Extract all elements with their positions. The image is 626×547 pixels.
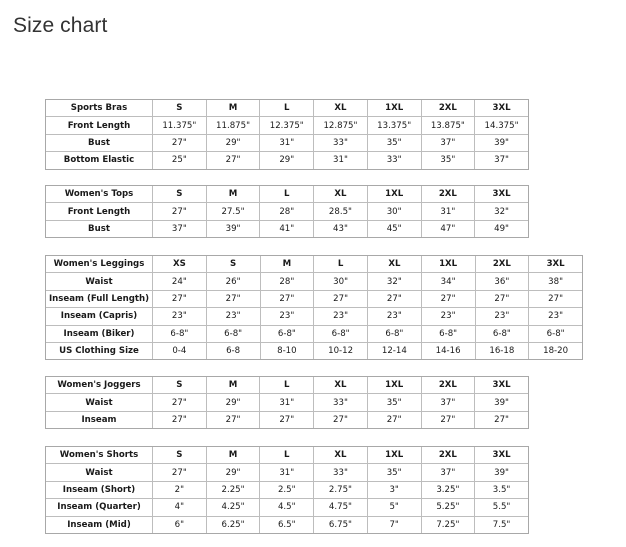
size-header-cell: 2XL <box>421 447 475 464</box>
measurement-value-cell: 38" <box>529 273 583 290</box>
size-header-cell: 2XL <box>421 100 475 117</box>
size-header-cell: 3XL <box>475 447 529 464</box>
size-header-cell: 2XL <box>421 186 475 203</box>
measurement-value-cell: 27" <box>153 134 207 151</box>
size-header-cell: XL <box>314 447 368 464</box>
measurement-value-cell: 7.5" <box>475 516 529 533</box>
measurement-value-cell: 4.75" <box>314 499 368 516</box>
measurement-value-cell: 2" <box>153 481 207 498</box>
table-header-row <box>46 186 529 203</box>
table-row <box>46 152 529 169</box>
measurement-value-cell: 23" <box>421 308 475 325</box>
measurement-value-cell: 6.25" <box>206 516 260 533</box>
size-header-cell: XL <box>314 100 368 117</box>
measurement-value-cell: 31" <box>314 152 368 169</box>
measurement-value-cell: 23" <box>260 308 314 325</box>
table-row <box>46 325 583 342</box>
measurement-value-cell: 35" <box>367 394 421 411</box>
measurement-value-cell: 11.875" <box>206 117 260 134</box>
table-title-cell: Women's Shorts <box>46 447 153 464</box>
measurement-value-cell: 27" <box>314 411 368 428</box>
measurement-label-cell: Front Length <box>46 203 153 220</box>
size-header-cell: M <box>206 100 260 117</box>
size-header-cell: M <box>260 256 314 273</box>
table-row <box>46 516 529 533</box>
measurement-value-cell: 41" <box>260 220 314 237</box>
measurement-value-cell: 39" <box>475 464 529 481</box>
womens-leggings-table <box>45 255 583 360</box>
size-header-cell: L <box>260 377 314 394</box>
measurement-value-cell: 12.875" <box>314 117 368 134</box>
measurement-value-cell: 13.875" <box>421 117 475 134</box>
size-header-cell: XS <box>153 256 207 273</box>
measurement-value-cell: 47" <box>421 220 475 237</box>
measurement-value-cell: 27" <box>421 290 475 307</box>
measurement-value-cell: 39" <box>475 394 529 411</box>
table-header-row <box>46 447 529 464</box>
table-row <box>46 411 529 428</box>
table-row <box>46 134 529 151</box>
size-header-cell: 1XL <box>367 100 421 117</box>
size-header-cell: XL <box>314 377 368 394</box>
size-header-cell: 1XL <box>421 256 475 273</box>
measurement-value-cell: 6-8 <box>206 342 260 359</box>
size-header-cell: XL <box>368 256 422 273</box>
table-row <box>46 220 529 237</box>
measurement-value-cell: 35" <box>367 464 421 481</box>
size-header-cell: M <box>206 186 260 203</box>
size-header-cell: S <box>206 256 260 273</box>
measurement-value-cell: 6-8" <box>153 325 207 342</box>
measurement-value-cell: 37" <box>421 464 475 481</box>
size-header-cell: 1XL <box>367 377 421 394</box>
measurement-value-cell: 29" <box>206 464 260 481</box>
table-row <box>46 394 529 411</box>
measurement-value-cell: 27" <box>260 411 314 428</box>
measurement-value-cell: 29" <box>260 152 314 169</box>
measurement-value-cell: 29" <box>206 134 260 151</box>
size-header-cell: 1XL <box>367 447 421 464</box>
measurement-label-cell: Bust <box>46 134 153 151</box>
size-header-cell: S <box>153 447 207 464</box>
measurement-value-cell: 24" <box>153 273 207 290</box>
size-header-cell: 3XL <box>475 100 529 117</box>
measurement-value-cell: 27" <box>206 290 260 307</box>
measurement-value-cell: 3" <box>367 481 421 498</box>
measurement-label-cell: Waist <box>46 394 153 411</box>
measurement-value-cell: 2.75" <box>314 481 368 498</box>
sports-bras-table <box>45 99 529 170</box>
measurement-label-cell: Bust <box>46 220 153 237</box>
measurement-value-cell: 23" <box>529 308 583 325</box>
measurement-value-cell: 2.25" <box>206 481 260 498</box>
measurement-label-cell: Waist <box>46 464 153 481</box>
measurement-value-cell: 18-20 <box>529 342 583 359</box>
measurement-value-cell: 35" <box>421 152 475 169</box>
table-row <box>46 290 583 307</box>
measurement-value-cell: 12-14 <box>368 342 422 359</box>
measurement-value-cell: 3.25" <box>421 481 475 498</box>
measurement-label-cell: Inseam (Short) <box>46 481 153 498</box>
size-header-cell: L <box>314 256 368 273</box>
measurement-value-cell: 14.375" <box>475 117 529 134</box>
measurement-value-cell: 6-8" <box>206 325 260 342</box>
size-header-cell: 2XL <box>421 377 475 394</box>
measurement-label-cell: Front Length <box>46 117 153 134</box>
table-row <box>46 342 583 359</box>
measurement-value-cell: 6-8" <box>529 325 583 342</box>
measurement-value-cell: 30" <box>314 273 368 290</box>
measurement-value-cell: 30" <box>367 203 421 220</box>
measurement-label-cell: Inseam (Quarter) <box>46 499 153 516</box>
measurement-value-cell: 23" <box>153 308 207 325</box>
size-header-cell: 1XL <box>367 186 421 203</box>
measurement-value-cell: 27" <box>475 411 529 428</box>
measurement-value-cell: 27" <box>153 290 207 307</box>
measurement-value-cell: 6" <box>153 516 207 533</box>
size-header-cell: L <box>260 100 314 117</box>
table-header-row <box>46 100 529 117</box>
measurement-value-cell: 23" <box>475 308 529 325</box>
page-title: Size chart <box>13 14 108 37</box>
size-header-cell: 3XL <box>475 186 529 203</box>
size-header-cell: S <box>153 186 207 203</box>
measurement-value-cell: 4" <box>153 499 207 516</box>
table-title-cell: Women's Tops <box>46 186 153 203</box>
womens-joggers-table <box>45 376 529 429</box>
measurement-value-cell: 4.5" <box>260 499 314 516</box>
measurement-value-cell: 23" <box>206 308 260 325</box>
measurement-value-cell: 27" <box>153 203 207 220</box>
measurement-value-cell: 6.5" <box>260 516 314 533</box>
measurement-value-cell: 27" <box>368 290 422 307</box>
measurement-value-cell: 37" <box>153 220 207 237</box>
measurement-value-cell: 27" <box>153 464 207 481</box>
table-title-cell: Sports Bras <box>46 100 153 117</box>
measurement-label-cell: Inseam (Mid) <box>46 516 153 533</box>
size-header-cell: M <box>206 447 260 464</box>
measurement-value-cell: 28" <box>260 203 314 220</box>
measurement-value-cell: 14-16 <box>421 342 475 359</box>
measurement-value-cell: 28.5" <box>314 203 368 220</box>
measurement-value-cell: 5.5" <box>475 499 529 516</box>
measurement-label-cell: Inseam (Capris) <box>46 308 153 325</box>
measurement-value-cell: 13.375" <box>367 117 421 134</box>
measurement-value-cell: 39" <box>475 134 529 151</box>
measurement-label-cell: Inseam <box>46 411 153 428</box>
measurement-value-cell: 45" <box>367 220 421 237</box>
measurement-value-cell: 27" <box>153 394 207 411</box>
measurement-value-cell: 27" <box>475 290 529 307</box>
measurement-value-cell: 27" <box>367 411 421 428</box>
measurement-value-cell: 37" <box>475 152 529 169</box>
measurement-value-cell: 33" <box>314 134 368 151</box>
measurement-value-cell: 10-12 <box>314 342 368 359</box>
size-header-cell: L <box>260 447 314 464</box>
measurement-value-cell: 37" <box>421 394 475 411</box>
measurement-value-cell: 6-8" <box>260 325 314 342</box>
measurement-value-cell: 25" <box>153 152 207 169</box>
measurement-value-cell: 39" <box>206 220 260 237</box>
table-row <box>46 203 529 220</box>
measurement-value-cell: 31" <box>260 464 314 481</box>
measurement-value-cell: 6-8" <box>368 325 422 342</box>
measurement-value-cell: 27" <box>314 290 368 307</box>
table-row <box>46 499 529 516</box>
size-header-cell: S <box>153 377 207 394</box>
measurement-value-cell: 49" <box>475 220 529 237</box>
size-header-cell: S <box>153 100 207 117</box>
measurement-value-cell: 31" <box>260 394 314 411</box>
measurement-value-cell: 8-10 <box>260 342 314 359</box>
measurement-value-cell: 6-8" <box>314 325 368 342</box>
measurement-value-cell: 27" <box>153 411 207 428</box>
measurement-value-cell: 27.5" <box>206 203 260 220</box>
measurement-value-cell: 6-8" <box>421 325 475 342</box>
measurement-value-cell: 35" <box>367 134 421 151</box>
measurement-label-cell: Inseam (Full Length) <box>46 290 153 307</box>
measurement-label-cell: Bottom Elastic <box>46 152 153 169</box>
measurement-value-cell: 6.75" <box>314 516 368 533</box>
measurement-value-cell: 31" <box>421 203 475 220</box>
measurement-value-cell: 32" <box>368 273 422 290</box>
measurement-value-cell: 32" <box>475 203 529 220</box>
table-row <box>46 273 583 290</box>
measurement-value-cell: 5.25" <box>421 499 475 516</box>
table-row <box>46 464 529 481</box>
measurement-value-cell: 6-8" <box>475 325 529 342</box>
measurement-value-cell: 2.5" <box>260 481 314 498</box>
measurement-value-cell: 0-4 <box>153 342 207 359</box>
table-row <box>46 308 583 325</box>
table-header-row <box>46 256 583 273</box>
measurement-label-cell: US Clothing Size <box>46 342 153 359</box>
measurement-value-cell: 23" <box>314 308 368 325</box>
table-title-cell: Women's Leggings <box>46 256 153 273</box>
measurement-label-cell: Inseam (Biker) <box>46 325 153 342</box>
measurement-value-cell: 11.375" <box>153 117 207 134</box>
measurement-value-cell: 33" <box>367 152 421 169</box>
measurement-value-cell: 27" <box>421 411 475 428</box>
size-header-cell: 3XL <box>475 377 529 394</box>
size-header-cell: XL <box>314 186 368 203</box>
womens-tops-table <box>45 185 529 238</box>
measurement-value-cell: 37" <box>421 134 475 151</box>
table-title-cell: Women's Joggers <box>46 377 153 394</box>
measurement-value-cell: 7.25" <box>421 516 475 533</box>
table-row <box>46 117 529 134</box>
table-row <box>46 481 529 498</box>
measurement-value-cell: 43" <box>314 220 368 237</box>
size-header-cell: 2XL <box>475 256 529 273</box>
measurement-value-cell: 36" <box>475 273 529 290</box>
size-header-cell: M <box>206 377 260 394</box>
measurement-value-cell: 5" <box>367 499 421 516</box>
measurement-label-cell: Waist <box>46 273 153 290</box>
measurement-value-cell: 23" <box>368 308 422 325</box>
measurement-value-cell: 4.25" <box>206 499 260 516</box>
measurement-value-cell: 12.375" <box>260 117 314 134</box>
size-header-cell: 3XL <box>529 256 583 273</box>
measurement-value-cell: 7" <box>367 516 421 533</box>
measurement-value-cell: 34" <box>421 273 475 290</box>
measurement-value-cell: 26" <box>206 273 260 290</box>
table-header-row <box>46 377 529 394</box>
measurement-value-cell: 16-18 <box>475 342 529 359</box>
measurement-value-cell: 27" <box>260 290 314 307</box>
measurement-value-cell: 31" <box>260 134 314 151</box>
measurement-value-cell: 33" <box>314 464 368 481</box>
measurement-value-cell: 27" <box>206 152 260 169</box>
measurement-value-cell: 27" <box>529 290 583 307</box>
measurement-value-cell: 33" <box>314 394 368 411</box>
womens-shorts-table <box>45 446 529 534</box>
size-header-cell: L <box>260 186 314 203</box>
measurement-value-cell: 29" <box>206 394 260 411</box>
measurement-value-cell: 28" <box>260 273 314 290</box>
measurement-value-cell: 27" <box>206 411 260 428</box>
measurement-value-cell: 3.5" <box>475 481 529 498</box>
